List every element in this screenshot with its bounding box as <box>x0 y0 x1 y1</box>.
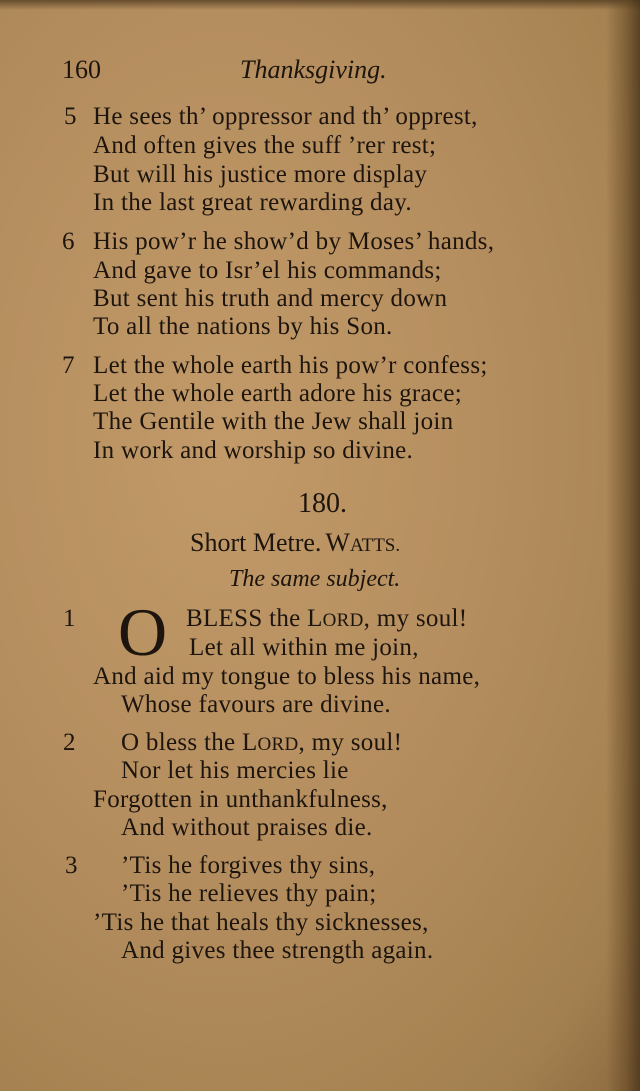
verse-line: But will his justice more display <box>93 161 428 188</box>
verse-line: To all the nations by his Son. <box>93 313 393 340</box>
verse-line: But sent his truth and mercy down <box>93 285 448 312</box>
page-number: 160 <box>62 55 101 84</box>
verse-line: The Gentile with the Jew shall join <box>93 408 454 435</box>
verse-line: ’Tis he that heals thy sicknesses, <box>93 909 429 936</box>
verse-line: Let all within me join, <box>189 634 419 661</box>
verse-line: And gives thee strength again. <box>121 937 434 964</box>
stanza-number: 3 <box>65 852 78 879</box>
hymn-subject: The same subject. <box>229 566 401 592</box>
verse-line: Let the whole earth his pow’r confess; <box>93 352 488 379</box>
stanza-number: 1 <box>63 605 76 632</box>
page-edge-shadow <box>606 0 640 1091</box>
verse-line: And without praises die. <box>121 814 373 841</box>
verse-line: And often gives the suff ’rer rest; <box>93 132 437 159</box>
verse-line: His pow’r he show’d by Moses’ hands, <box>93 228 495 255</box>
stanza-number: 6 <box>62 228 75 255</box>
page-top-shadow <box>0 0 640 10</box>
author-initial: W <box>325 528 350 557</box>
verse-line: ’Tis he relieves thy pain; <box>121 880 377 907</box>
stanza-number: 5 <box>64 103 77 130</box>
verse-line: BLESS the LORD, my soul! <box>186 605 468 632</box>
metre-label: Short Metre. <box>190 528 322 557</box>
verse-line: In work and worship so divine. <box>93 437 414 464</box>
drop-cap: O <box>118 594 168 670</box>
running-title: Thanksgiving. <box>240 55 387 84</box>
verse-line: ’Tis he forgives thy sins, <box>121 852 376 879</box>
verse-line: Forgotten in unthankfulness, <box>93 786 388 813</box>
verse-line: He sees th’ oppressor and th’ opprest, <box>93 103 478 130</box>
verse-line: Whose favours are divine. <box>121 691 391 718</box>
verse-line: O bless the LORD, my soul! <box>121 729 403 756</box>
author-name: ATTS. <box>349 535 401 556</box>
verse-line: Let the whole earth adore his grace; <box>93 380 462 407</box>
hymn-number: 180. <box>298 488 347 519</box>
verse-line: And gave to Isr’el his commands; <box>93 257 442 284</box>
verse-line: And aid my tongue to bless his name, <box>93 663 481 690</box>
stanza-number: 7 <box>62 352 75 379</box>
verse-line: Nor let his mercies lie <box>121 757 349 784</box>
verse-line: In the last great rewarding day. <box>93 189 412 216</box>
stanza-number: 2 <box>63 729 76 756</box>
hymn-metre-line <box>190 528 400 558</box>
